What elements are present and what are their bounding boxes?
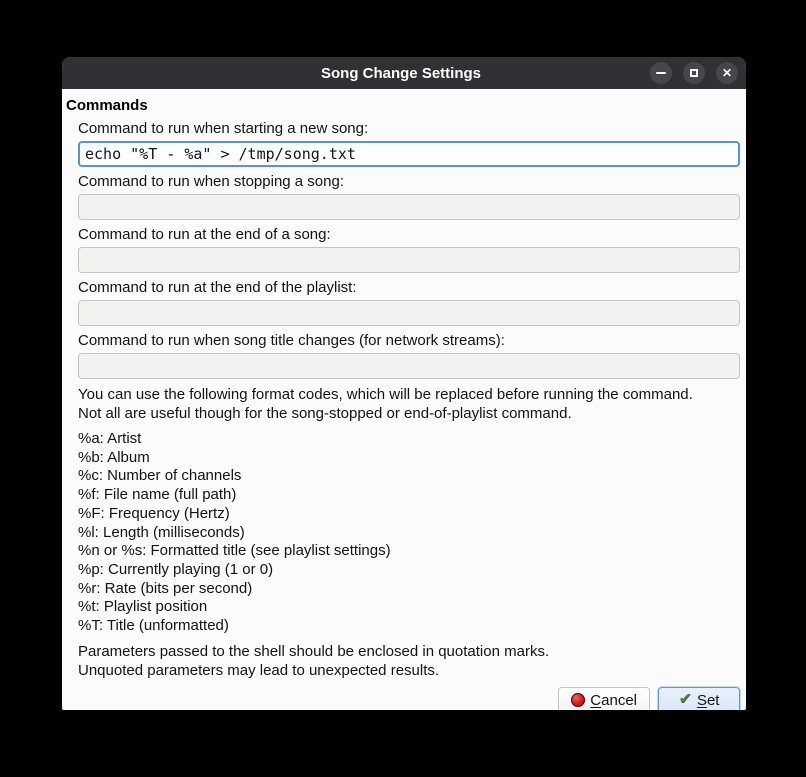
window-controls <box>650 62 746 84</box>
stop-song-command-input[interactable] <box>78 194 740 220</box>
maximize-icon <box>690 69 698 77</box>
set-checkmark-icon: ✔ <box>678 691 692 709</box>
format-code-item: %F: Frequency (Hertz) <box>78 504 230 522</box>
format-code-item: %p: Currently playing (1 or 0) <box>78 560 274 578</box>
cancel-stop-icon <box>571 693 585 707</box>
cancel-button-label: Cancel <box>590 691 637 709</box>
help-text <box>78 385 740 680</box>
format-code-item: %c: Number of channels <box>78 467 242 485</box>
field-group-end-song <box>78 226 740 273</box>
field-group-title-change <box>78 332 740 379</box>
field-group-new-song <box>78 120 740 167</box>
format-codes-intro <box>78 385 740 423</box>
end-song-command-label: Command to run at the end of a song: <box>78 226 331 243</box>
close-icon: ✕ <box>721 66 733 80</box>
shell-warning <box>78 642 740 680</box>
new-song-command-label: Command to run when starting a new song: <box>78 120 369 137</box>
set-button-label: Set <box>696 691 720 709</box>
warning-line: Unquoted parameters may lead to unexpected results. <box>78 661 440 679</box>
title-change-command-label: Command to run when song title changes (for network streams): <box>78 332 505 349</box>
format-code-item: %a: Artist <box>78 430 142 447</box>
format-code-item: %t: Playlist position <box>78 598 208 616</box>
dialog-content <box>62 89 746 710</box>
format-code-item: %n or %s: Formatted title (see playlist settings) <box>78 542 391 560</box>
commands-heading: Commands <box>66 97 148 114</box>
end-song-command-input[interactable] <box>78 247 740 273</box>
field-group-end-playlist <box>78 279 740 326</box>
song-change-settings-dialog <box>62 57 746 710</box>
titlebar[interactable] <box>62 57 746 89</box>
format-code-item: %b: Album <box>78 448 150 466</box>
dialog-button-row <box>66 687 740 710</box>
format-codes-list <box>78 430 740 636</box>
close-button[interactable] <box>716 62 738 84</box>
window-title: Song Change Settings <box>320 64 481 82</box>
cancel-button[interactable] <box>558 687 650 710</box>
format-code-item: %f: File name (full path) <box>78 486 237 504</box>
warning-line: Parameters passed to the shell should be enclosed in quotation marks. <box>78 642 550 660</box>
maximize-button[interactable] <box>683 62 705 84</box>
minimize-icon <box>656 72 666 74</box>
format-code-item: %r: Rate (bits per second) <box>78 579 253 597</box>
intro-line: Not all are useful though for the song-stopped or end-of-playlist command. <box>78 405 572 422</box>
end-playlist-command-label: Command to run at the end of the playlist: <box>78 279 357 296</box>
end-playlist-command-input[interactable] <box>78 300 740 326</box>
minimize-button[interactable] <box>650 62 672 84</box>
format-code-item: %l: Length (milliseconds) <box>78 523 245 541</box>
intro-line: You can use the following format codes, which will be replaced before running the command. <box>78 386 693 403</box>
new-song-command-input[interactable] <box>78 141 740 167</box>
title-change-command-input[interactable] <box>78 353 740 379</box>
set-button[interactable] <box>658 687 740 710</box>
field-group-stop-song <box>78 173 740 220</box>
stop-song-command-label: Command to run when stopping a song: <box>78 173 344 190</box>
format-code-item: %T: Title (unformatted) <box>78 617 229 635</box>
